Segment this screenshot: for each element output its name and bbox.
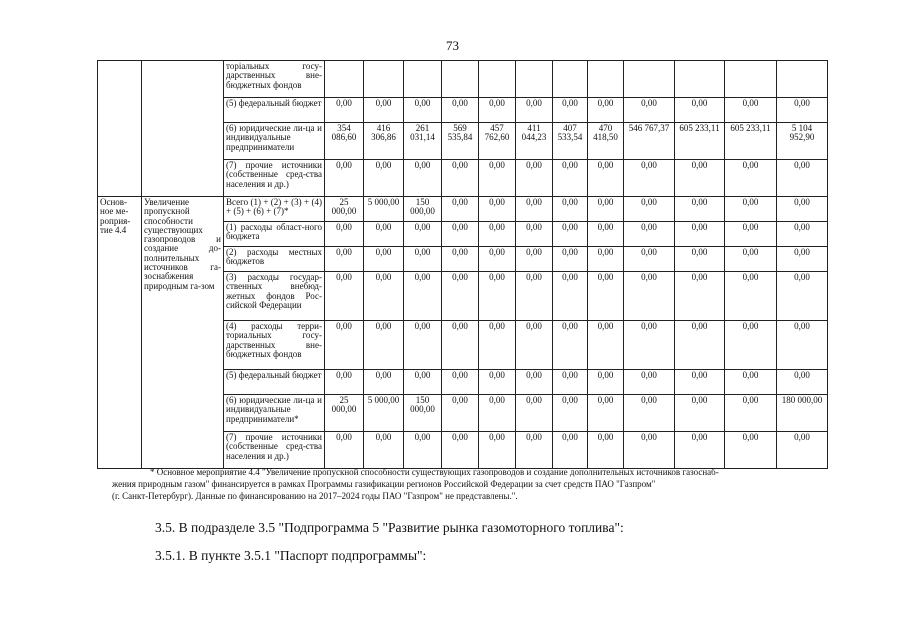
value-cell: 0,00 — [624, 98, 675, 123]
value-cell: 0,00 — [479, 247, 516, 272]
paragraph-3-5: 3.5. В подразделе 3.5 "Подпрограмма 5 "Развитие рынка газомоторного топлива": — [155, 520, 624, 535]
value-cell: 0,00 — [675, 432, 725, 469]
value-cell: 0,00 — [516, 370, 553, 395]
value-cell: 0,00 — [364, 247, 404, 272]
value-cell: 457 762,60 — [479, 123, 516, 160]
value-cell: 0,00 — [325, 247, 364, 272]
value-cell — [624, 61, 675, 98]
value-cell: 0,00 — [516, 321, 553, 370]
value-cell: 0,00 — [325, 222, 364, 247]
value-cell: 0,00 — [675, 272, 725, 321]
value-cell: 0,00 — [516, 272, 553, 321]
value-cell: 0,00 — [675, 98, 725, 123]
value-cell: 0,00 — [553, 98, 588, 123]
value-cell: 0,00 — [777, 321, 828, 370]
value-cell: 0,00 — [624, 247, 675, 272]
funding-source: (1) расходы област-ного бюджета — [224, 222, 325, 247]
value-cell: 0,00 — [479, 432, 516, 469]
value-cell: 0,00 — [624, 395, 675, 432]
funding-source: Всего (1) + (2) + (3) + (4) + (5) + (6) + (7)* — [224, 197, 325, 222]
value-cell: 0,00 — [479, 395, 516, 432]
value-cell: 0,00 — [516, 432, 553, 469]
value-cell: 0,00 — [777, 222, 828, 247]
value-cell: 0,00 — [325, 321, 364, 370]
value-cell: 0,00 — [624, 432, 675, 469]
value-cell: 0,00 — [675, 370, 725, 395]
value-cell: 0,00 — [553, 160, 588, 197]
funding-source: торіальных госу-дарственных вне-бюджетных фондов — [224, 61, 325, 98]
funding-source: (3) расходы государ-ственных внебюд-жетных фондов Рос-сийской Федерации — [224, 272, 325, 321]
value-cell: 0,00 — [325, 160, 364, 197]
value-cell: 0,00 — [553, 321, 588, 370]
value-cell: 0,00 — [588, 321, 624, 370]
footnote-line: * Основное мероприятие 4.4 "Увеличение пропускной способности существующих газопроводов и создание дополнительных источников газоснаб- — [150, 467, 719, 477]
value-cell: 0,00 — [675, 247, 725, 272]
value-cell: 5 000,00 — [364, 197, 404, 222]
value-cell: 0,00 — [624, 370, 675, 395]
event-label-cell — [98, 61, 142, 197]
value-cell: 0,00 — [725, 321, 777, 370]
value-cell: 0,00 — [479, 197, 516, 222]
value-cell: 0,00 — [364, 222, 404, 247]
value-cell: 0,00 — [725, 197, 777, 222]
value-cell: 0,00 — [588, 197, 624, 222]
value-cell — [404, 61, 442, 98]
value-cell: 0,00 — [777, 247, 828, 272]
value-cell: 0,00 — [442, 321, 479, 370]
value-cell: 0,00 — [364, 160, 404, 197]
value-cell: 0,00 — [442, 222, 479, 247]
footnote-line: (г. Санкт-Петербург). Данные по финансированию на 2017–2024 годы ПАО "Газпром" не представлены.". — [112, 491, 518, 501]
value-cell — [777, 61, 828, 98]
value-cell: 0,00 — [588, 395, 624, 432]
value-cell: 0,00 — [364, 272, 404, 321]
value-cell: 0,00 — [553, 247, 588, 272]
value-cell: 0,00 — [588, 370, 624, 395]
funding-source: (6) юридические ли-ца и индивидуальные предприниматели* — [224, 395, 325, 432]
value-cell: 0,00 — [516, 222, 553, 247]
value-cell: 0,00 — [624, 321, 675, 370]
funding-source: (6) юридические ли-ца и индивидуальные предприниматели — [224, 123, 325, 160]
value-cell: 150 000,00 — [404, 395, 442, 432]
page-number: 73 — [446, 38, 459, 53]
value-cell: 0,00 — [325, 272, 364, 321]
value-cell: 0,00 — [442, 160, 479, 197]
value-cell — [675, 61, 725, 98]
value-cell: 0,00 — [516, 197, 553, 222]
value-cell: 0,00 — [516, 395, 553, 432]
value-cell: 0,00 — [588, 247, 624, 272]
value-cell: 0,00 — [725, 395, 777, 432]
value-cell — [364, 61, 404, 98]
value-cell: 354 086,60 — [325, 123, 364, 160]
funding-source: (4) расходы терри-ториальных госу-дарственных вне-бюджетных фондов — [224, 321, 325, 370]
value-cell: 0,00 — [442, 432, 479, 469]
value-cell: 0,00 — [404, 247, 442, 272]
value-cell: 605 233,11 — [675, 123, 725, 160]
value-cell: 0,00 — [777, 160, 828, 197]
value-cell — [588, 61, 624, 98]
value-cell: 0,00 — [588, 98, 624, 123]
value-cell: 25 000,00 — [325, 197, 364, 222]
value-cell: 0,00 — [553, 197, 588, 222]
event-name: Увеличение пропускной способности существующих газопроводов и создание до-полнительных источников га-зоснабжения природным га-зом — [142, 197, 224, 469]
value-cell: 0,00 — [479, 222, 516, 247]
value-cell: 0,00 — [624, 222, 675, 247]
value-cell: 416 306,86 — [364, 123, 404, 160]
value-cell: 5 000,00 — [364, 395, 404, 432]
event-label: Основ-ное ме-роприя-тие 4.4 — [98, 197, 142, 469]
value-cell: 0,00 — [675, 160, 725, 197]
value-cell: 0,00 — [442, 197, 479, 222]
value-cell: 0,00 — [725, 370, 777, 395]
value-cell: 0,00 — [777, 197, 828, 222]
value-cell: 0,00 — [479, 272, 516, 321]
value-cell: 0,00 — [516, 98, 553, 123]
value-cell: 546 767,37 — [624, 123, 675, 160]
table-row — [98, 197, 828, 222]
value-cell: 261 031,14 — [404, 123, 442, 160]
value-cell: 0,00 — [624, 197, 675, 222]
value-cell: 0,00 — [725, 222, 777, 247]
value-cell: 180 000,00 — [777, 395, 828, 432]
value-cell: 0,00 — [404, 370, 442, 395]
value-cell: 0,00 — [777, 370, 828, 395]
footnote-line: жения природным газом" финансируется в рамках Программы газификации регионов Российской Федерации за счет средств ПАО "Газпром" — [112, 479, 656, 489]
value-cell: 470 418,50 — [588, 123, 624, 160]
value-cell: 0,00 — [404, 160, 442, 197]
value-cell: 0,00 — [725, 247, 777, 272]
value-cell: 0,00 — [516, 160, 553, 197]
value-cell: 0,00 — [442, 272, 479, 321]
value-cell: 0,00 — [553, 395, 588, 432]
value-cell: 0,00 — [777, 432, 828, 469]
value-cell — [479, 61, 516, 98]
value-cell: 0,00 — [675, 197, 725, 222]
value-cell: 0,00 — [325, 432, 364, 469]
value-cell: 0,00 — [588, 432, 624, 469]
value-cell: 0,00 — [675, 222, 725, 247]
value-cell: 0,00 — [479, 370, 516, 395]
value-cell: 0,00 — [725, 160, 777, 197]
value-cell — [725, 61, 777, 98]
funding-source: (7) прочие источники (собственные сред-ства населения и др.) — [224, 432, 325, 469]
value-cell: 0,00 — [404, 432, 442, 469]
value-cell: 0,00 — [725, 432, 777, 469]
value-cell: 0,00 — [777, 272, 828, 321]
value-cell: 411 044,23 — [516, 123, 553, 160]
value-cell: 0,00 — [624, 160, 675, 197]
funding-source: (7) прочие источники (собственные сред-ства населения и др.) — [224, 160, 325, 197]
value-cell: 0,00 — [588, 160, 624, 197]
value-cell: 0,00 — [442, 247, 479, 272]
value-cell: 0,00 — [675, 395, 725, 432]
value-cell: 5 104 952,90 — [777, 123, 828, 160]
value-cell: 0,00 — [325, 370, 364, 395]
value-cell: 0,00 — [364, 370, 404, 395]
value-cell: 0,00 — [479, 160, 516, 197]
funding-source: (5) федеральный бюджет — [224, 370, 325, 395]
value-cell: 0,00 — [364, 432, 404, 469]
value-cell: 0,00 — [404, 222, 442, 247]
financing-table — [97, 60, 828, 469]
value-cell — [553, 61, 588, 98]
value-cell: 0,00 — [325, 98, 364, 123]
value-cell: 0,00 — [777, 98, 828, 123]
value-cell: 0,00 — [442, 98, 479, 123]
value-cell: 0,00 — [624, 272, 675, 321]
value-cell: 0,00 — [442, 395, 479, 432]
event-name-cell — [142, 61, 224, 197]
value-cell: 0,00 — [553, 222, 588, 247]
value-cell: 0,00 — [404, 272, 442, 321]
value-cell: 0,00 — [553, 272, 588, 321]
value-cell: 0,00 — [364, 321, 404, 370]
value-cell: 0,00 — [479, 321, 516, 370]
value-cell: 0,00 — [553, 370, 588, 395]
value-cell: 150 000,00 — [404, 197, 442, 222]
value-cell — [442, 61, 479, 98]
value-cell: 0,00 — [553, 432, 588, 469]
value-cell — [516, 61, 553, 98]
value-cell: 407 533,54 — [553, 123, 588, 160]
value-cell: 25 000,00 — [325, 395, 364, 432]
value-cell: 0,00 — [725, 98, 777, 123]
value-cell: 0,00 — [404, 321, 442, 370]
funding-source: (5) федеральный бюджет — [224, 98, 325, 123]
value-cell: 0,00 — [479, 98, 516, 123]
value-cell — [325, 61, 364, 98]
value-cell: 0,00 — [516, 247, 553, 272]
table-row — [98, 61, 828, 98]
value-cell: 0,00 — [725, 272, 777, 321]
value-cell: 0,00 — [675, 321, 725, 370]
paragraph-3-5-1: 3.5.1. В пункте 3.5.1 "Паспорт подпрограммы": — [155, 548, 427, 563]
value-cell: 569 535,84 — [442, 123, 479, 160]
table-footnote — [112, 466, 824, 502]
value-cell: 0,00 — [588, 222, 624, 247]
value-cell: 0,00 — [404, 98, 442, 123]
value-cell: 0,00 — [442, 370, 479, 395]
value-cell: 605 233,11 — [725, 123, 777, 160]
value-cell: 0,00 — [588, 272, 624, 321]
value-cell: 0,00 — [364, 98, 404, 123]
funding-source: (2) расходы местных бюджетов — [224, 247, 325, 272]
